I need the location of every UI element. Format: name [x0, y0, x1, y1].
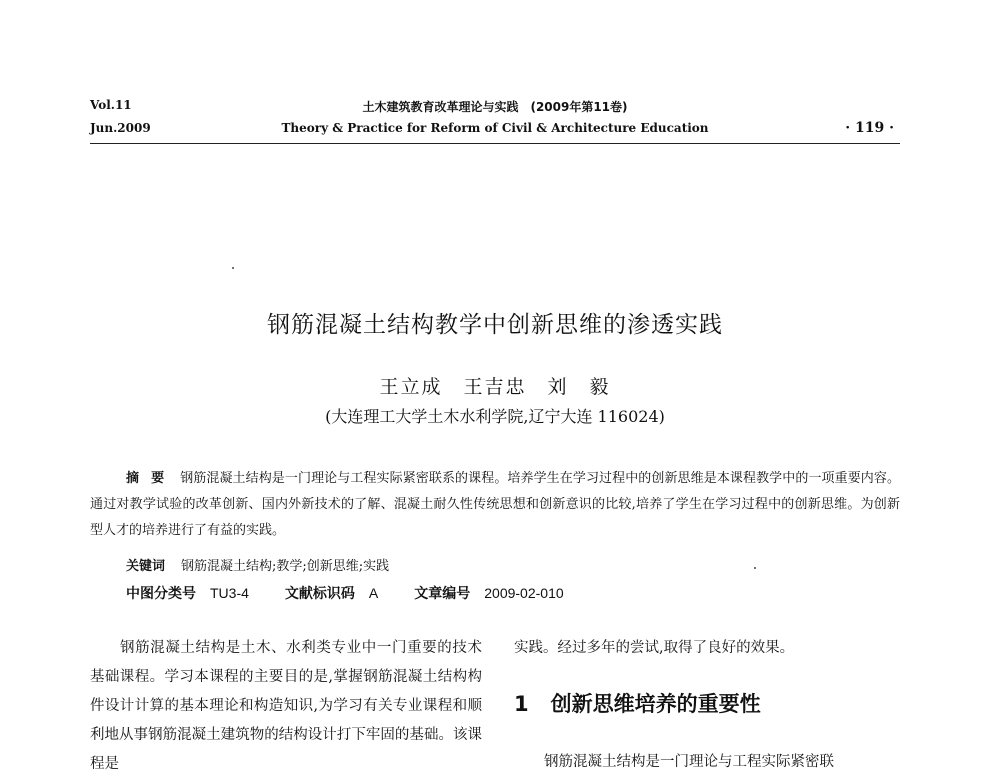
section-title: 创新思维培养的重要性: [550, 692, 761, 716]
section-heading: [514, 688, 761, 718]
clc-label: 中图分类号: [126, 586, 196, 602]
clc-value: TU3-4: [210, 585, 249, 601]
running-header-bottom: [90, 121, 900, 137]
scan-speck: [754, 567, 756, 569]
article-authors: 王立成 王吉忠 刘 毅: [379, 376, 611, 398]
abstract-text: 钢筋混凝土结构是一门理论与工程实际紧密联系的课程。培养学生在学习过程中的创新思维是本课程教学中的一项重要内容。通过对教学试验的改革创新、国内外新技术的了解、混凝土耐久性传统思想和创新意识的比较,培养了学生在学习过程中的创新思维。为创新型人才的培养进行了有益的实践。: [90, 471, 900, 538]
running-header-top: [90, 98, 900, 114]
scan-speck: [232, 267, 234, 269]
article-no-label: 文章编号: [414, 586, 471, 602]
journal-name-en: Theory & Practice for Reform of Civil & Architecture Education: [281, 121, 709, 135]
author-affiliation: (大连理工大学土木水利学院,辽宁大连 116024): [325, 407, 665, 426]
keywords: [126, 555, 389, 574]
article-no-value: 2009-02-010: [484, 585, 564, 601]
body-left-column: 钢筋混凝土结构是土木、水利类专业中一门重要的技术基础课程。学习本课程的主要目的是,掌握钢筋混凝土结构构件设计计算的基本理论和构造知识,为学习有关专业课程和顺利地从事钢筋混凝土建筑物的结构设计打下牢固的基础。该课程是: [90, 640, 482, 772]
journal-date: Jun.2009: [90, 121, 151, 135]
section-number: 1: [514, 692, 529, 716]
journal-volume: Vol.11: [90, 98, 132, 112]
doc-code-value: A: [368, 585, 379, 601]
classification-line: [126, 583, 600, 603]
header-rule: [90, 143, 900, 144]
doc-code-label: 文献标识码: [284, 586, 355, 602]
body-right-paragraph: 钢筋混凝土结构是一门理论与工程实际紧密联: [544, 754, 834, 770]
abstract: [90, 466, 900, 544]
article-title: 钢筋混凝土结构教学中创新思维的渗透实践: [267, 312, 723, 338]
body-right-continuation: 实践。经过多年的尝试,取得了良好的效果。: [514, 640, 795, 656]
keywords-text: 钢筋混凝土结构;教学;创新思维;实践: [181, 559, 390, 574]
page-number: · 119 ·: [845, 120, 894, 136]
keywords-label: 关键词: [126, 559, 166, 574]
abstract-label: 摘要: [126, 471, 177, 486]
journal-name-cn: 土木建筑教育改革理论与实践 (2009年第11卷): [362, 100, 628, 114]
